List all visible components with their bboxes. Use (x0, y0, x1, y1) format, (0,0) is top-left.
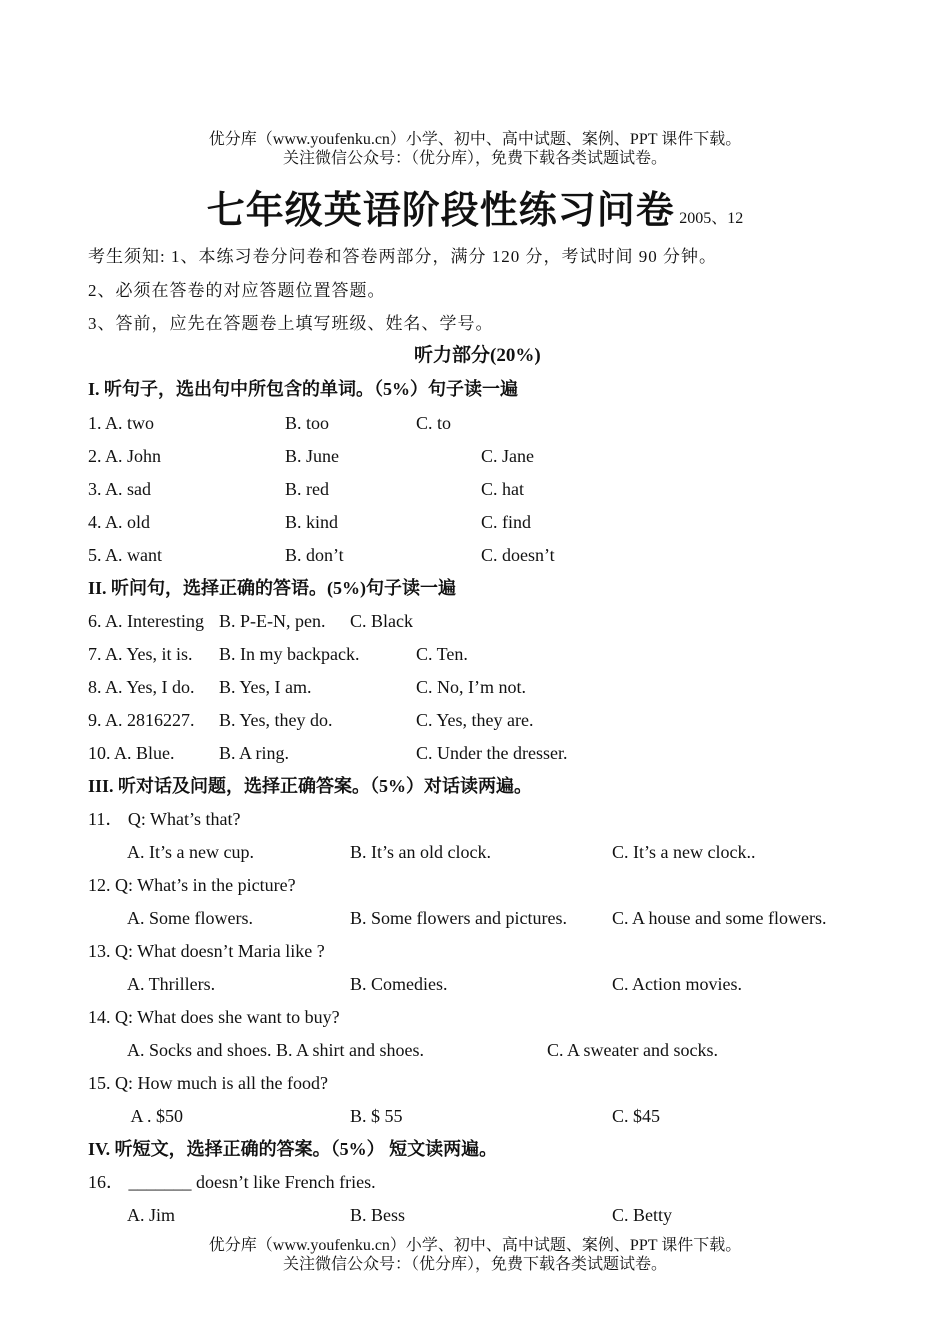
question-11-stem: 11． Q: What’s that? (88, 809, 241, 829)
option-a: 10. A. Blue. (88, 743, 175, 763)
option-c: C. find (481, 512, 532, 532)
option-a: 5. A. want (88, 545, 162, 565)
option-a: A. It’s a new cup. (127, 842, 254, 862)
option-b: B. P-E-N, pen. (219, 611, 326, 631)
option-a: 7. A. Yes, it is. (88, 644, 193, 664)
part-1-heading: I. 听句子，选出句中所包含的单词。（5%）句子读一遍 (88, 379, 519, 399)
option-a: 1. A. two (88, 413, 155, 433)
option-b: B. In my backpack. (219, 644, 360, 664)
option-c: C. Action movies. (612, 974, 742, 994)
option-b: B. June (285, 446, 339, 466)
option-b: B. A ring. (219, 743, 290, 763)
question-14-stem: 14. Q: What does she want to buy? (88, 1007, 340, 1027)
option-a: 6. A. Interesting (88, 611, 204, 631)
option-b: B. kind (285, 512, 339, 532)
question-16-stem: 16． _______ doesn’t like French fries. (88, 1172, 376, 1192)
option-c: C. to (416, 413, 452, 433)
page-title (0, 187, 950, 233)
option-b: B. Some flowers and pictures. (350, 908, 567, 928)
question-13-stem: 13. Q: What doesn’t Maria like ? (88, 941, 325, 961)
question-12-stem: 12. Q: What’s in the picture? (88, 875, 296, 895)
option-b: B. red (285, 479, 329, 499)
option-b: B. don’t (285, 545, 344, 565)
option-a-b: A. Socks and shoes. B. A shirt and shoes. (127, 1040, 424, 1060)
option-c: C. Jane (481, 446, 534, 466)
option-a: 9. A. 2816227. (88, 710, 195, 730)
option-b: B. $ 55 (350, 1106, 403, 1126)
question-15-stem: 15. Q: How much is all the food? (88, 1073, 328, 1093)
option-a: 3. A. sad (88, 479, 151, 499)
title-main: 七年级英语阶段性练习问卷 (206, 188, 675, 232)
option-c: C. Black (350, 611, 413, 631)
option-b: B. too (285, 413, 330, 433)
footer-line-2: 关注微信公众号：（优分库），免费下载各类试题试卷。 (282, 1256, 667, 1273)
option-b: B. It’s an old clock. (350, 842, 491, 862)
option-a: 8. A. Yes, I do. (88, 677, 195, 697)
option-a: A. Jim (127, 1205, 176, 1225)
part-2-heading: II. 听问句，选择正确的答语。(5%)句子读一遍 (88, 578, 456, 598)
option-c: C. A house and some flowers. (612, 908, 827, 928)
option-c: C. $45 (612, 1106, 661, 1126)
footer-line-1: 优分库（www.youfenku.cn）小学、初中、高中试题、案例、PPT 课件下载。 (208, 1237, 742, 1254)
part-3-heading: III. 听对话及问题，选择正确答案。（5%）对话读两遍。 (88, 776, 533, 796)
option-c: C. A sweater and socks. (547, 1040, 718, 1060)
header-line-2: 关注微信公众号：（优分库），免费下载各类试题试卷。 (282, 150, 667, 167)
option-a: 4. A. old (88, 512, 151, 532)
option-c: C. doesn’t (481, 545, 555, 565)
option-b: B. Comedies. (350, 974, 448, 994)
title-date: 2005、12 (679, 210, 744, 227)
option-a: 2. A. John (88, 446, 162, 466)
section-title: 听力部分(20%) (414, 345, 541, 366)
option-c: C. hat (481, 479, 524, 499)
notice-line-1: 考生须知: 1、本练习卷分问卷和答卷两部分，满分 120 分，考试时间 90 分钟。 (88, 247, 717, 266)
part-4-heading: IV. 听短文，选择正确的答案。（5%） 短文读两遍。 (88, 1139, 498, 1159)
header-line-1: 优分库（www.youfenku.cn）小学、初中、高中试题、案例、PPT 课件下载。 (208, 131, 742, 148)
option-a: A. Thrillers. (127, 974, 216, 994)
option-c: C. Betty (612, 1205, 673, 1225)
notice-line-2: 2、必须在答卷的对应答题位置答题。 (88, 281, 386, 300)
option-c: C. Ten. (416, 644, 468, 664)
notice-line-3: 3、答前，应先在答题卷上填写班级、姓名、学号。 (88, 314, 494, 333)
option-c: C. Yes, they are. (416, 710, 534, 730)
option-b: B. Yes, they do. (219, 710, 333, 730)
option-a: A. Some flowers. (127, 908, 253, 928)
option-b: B. Yes, I am. (219, 677, 312, 697)
option-a: A . $50 (127, 1106, 184, 1126)
option-c: C. No, I’m not. (416, 677, 526, 697)
option-b: B. Bess (350, 1205, 406, 1225)
option-c: C. It’s a new clock.. (612, 842, 756, 862)
option-c: C. Under the dresser. (416, 743, 568, 763)
